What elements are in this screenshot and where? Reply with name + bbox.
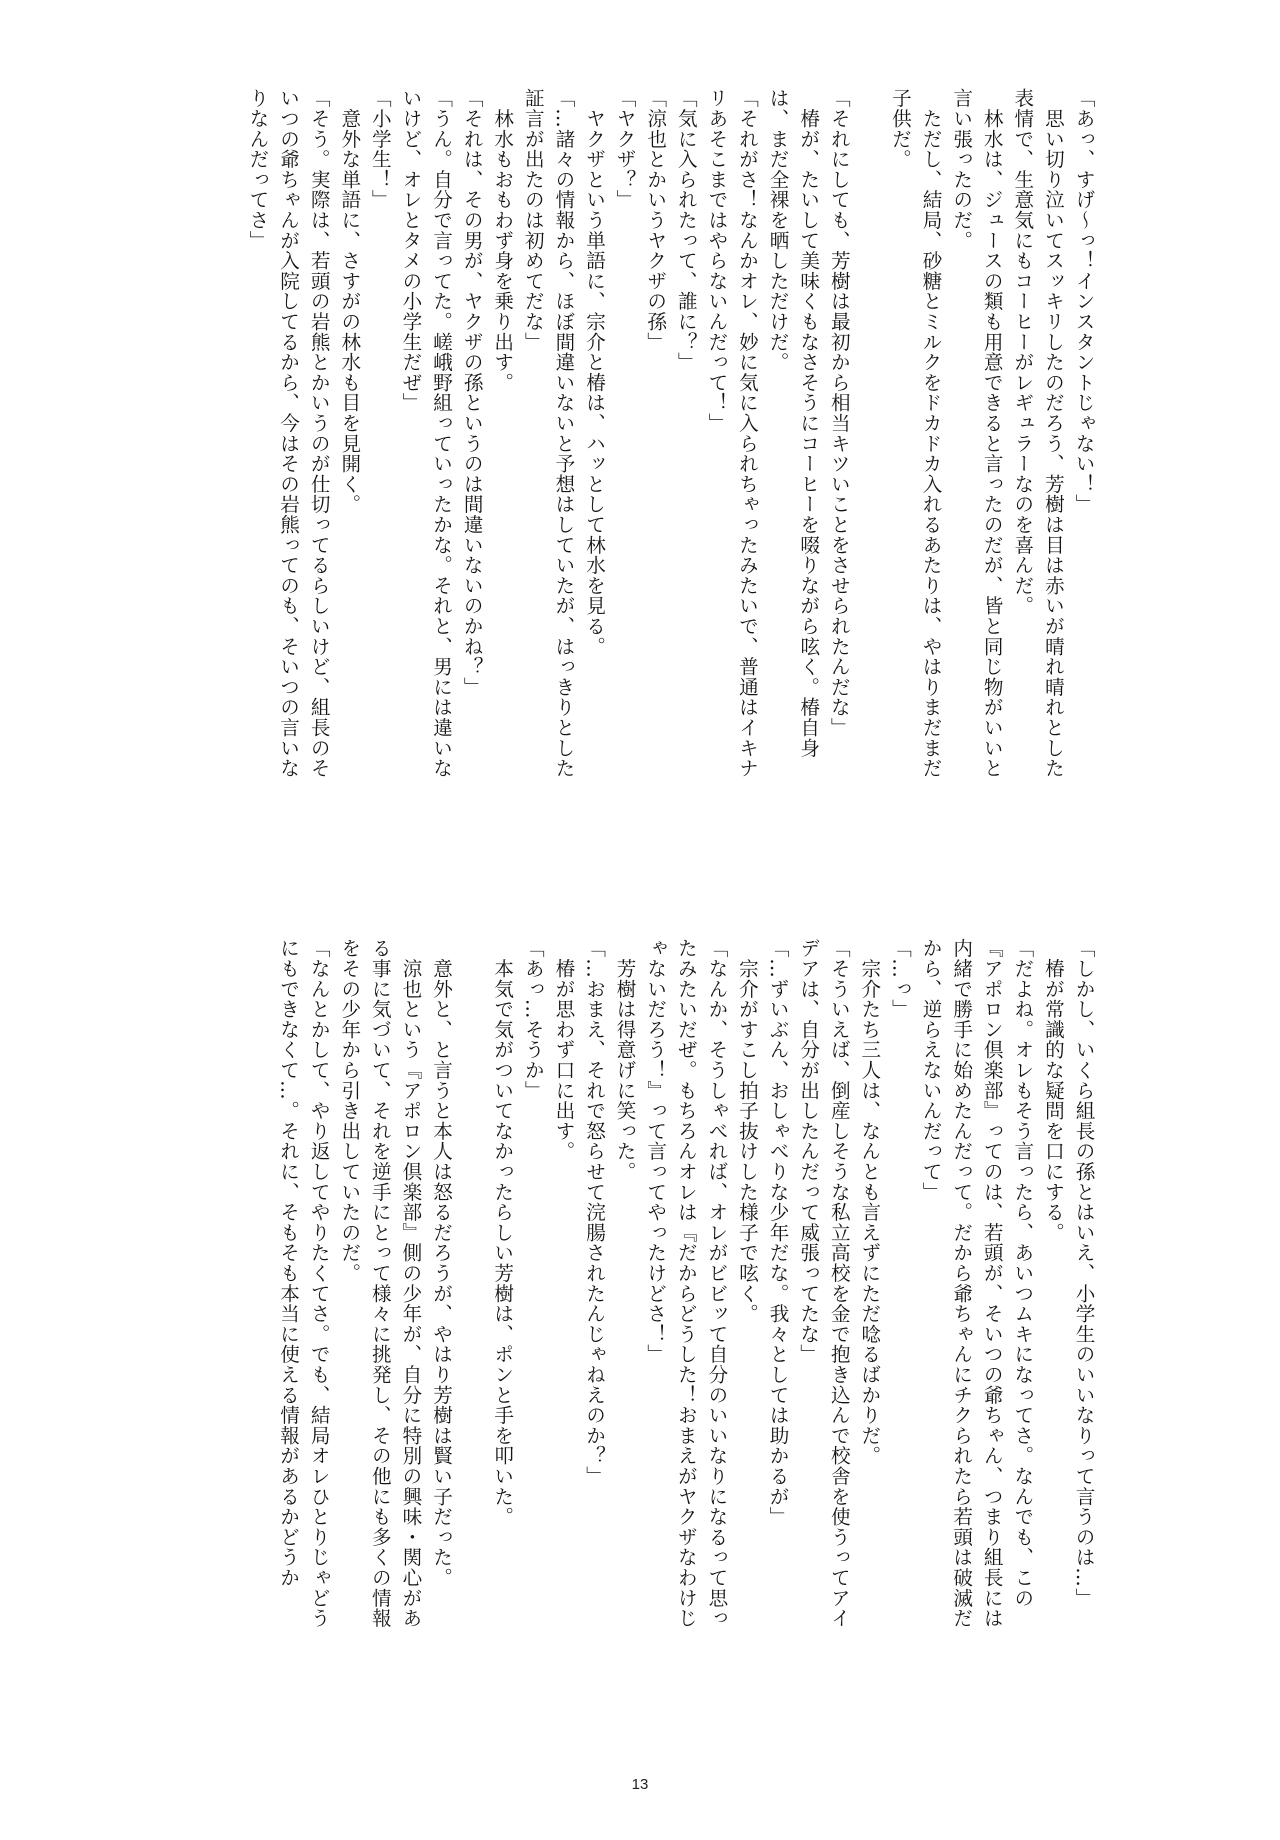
text-line: 「そういえば、倒産しそうな私立高校を金で抱き込んで校舎を使うってアイ xyxy=(827,938,851,1629)
text-line: 思い切り泣いてスッキリしたのだろう、芳樹は目は赤いが晴れ晴れとした xyxy=(1041,88,1065,779)
text-line: 「それは、その男が、ヤクザの孫というのは間違いないのかね？」 xyxy=(460,88,484,697)
text-line: いけど、オレとタメの小学生だぜ」 xyxy=(398,88,422,413)
text-line: いつの爺ちゃんが入院してるから、今はその岩熊ってのも、そいつの言いな xyxy=(276,88,300,779)
text-line: デアは、自分が出したんだって威張ってたな」 xyxy=(796,938,820,1365)
text-line: 「なんか、そうしゃべれば、オレがビビッて自分のいいなりになるって思っ xyxy=(704,938,728,1629)
text-line: 「あっ、すげ〜っ！インスタントじゃない！」 xyxy=(1072,88,1095,515)
text-line xyxy=(853,88,884,888)
text-line: 「…ずいぶん、おしゃべりな少年だな。我々としては助かるが」 xyxy=(766,938,790,1527)
text-line: 子供だ。 xyxy=(888,88,912,170)
text-line: 椿が常識的な疑問を口にする。 xyxy=(1041,938,1065,1243)
text-line: 宗介がすこし拍子抜けした様子で呟く。 xyxy=(735,938,759,1324)
text-line: 「涼也とかいうヤクザの孫」 xyxy=(643,88,667,352)
text-line: 「それがさ！なんかオレ、妙に気に入られちゃったみたいで、普通はイキナ xyxy=(735,88,759,779)
text-line: 「…おまえ、それで怒らせて浣腸されたんじゃねえのか？」 xyxy=(582,938,606,1487)
text-line: 林水もおもわず身を乗り出す。 xyxy=(490,88,514,393)
text-line xyxy=(456,938,487,1748)
page-number: 13 xyxy=(631,1776,649,1793)
text-line: 本気で気がついてなかったらしい芳樹は、ポンと手を叩いた。 xyxy=(490,938,514,1527)
text-line: 言い張ったのだ。 xyxy=(949,88,973,251)
text-block-upper xyxy=(241,88,1098,888)
text-line: ゃないだろう！』って言ってやったけどさ！」 xyxy=(643,938,667,1365)
text-line: 「だよね。オレもそう言ったら、あいつムキになってさ。なんでも、この xyxy=(1010,938,1034,1608)
text-line: は、まだ全裸を晒しただけだ。 xyxy=(766,88,790,373)
text-line: たみたいだぜ。もちろんオレは『だからどうした！おまえがヤクザなわけじ xyxy=(674,938,698,1629)
text-line: 「…っ」 xyxy=(888,938,912,1020)
text-line: りなんだってさ」 xyxy=(245,88,269,251)
text-line: にもできなくて…。それに、そもそも本当に使える情報があるかどうか xyxy=(276,938,300,1588)
text-line: 内緒で勝手に始めたんだって。だから爺ちゃんにチクられたら若頭は破滅だ xyxy=(949,938,973,1629)
text-line: 「そう。実際は、若頭の岩熊とかいうのが仕切ってるらしいけど、組長のそ xyxy=(307,88,331,779)
text-line: ヤクザという単語に、宗介と椿は、ハッとして林水を見る。 xyxy=(582,88,606,657)
text-line: 「なんとかして、やり返してやりたくてさ。でも、結局オレひとりじゃどう xyxy=(307,938,331,1629)
text-line: 「うん。自分で言ってた。嵯峨野組っていったかな。それと、男には違いな xyxy=(429,88,453,779)
text-line: 芳樹は得意げに笑った。 xyxy=(613,938,637,1182)
text-line: る事に気づいて、それを逆手にとって様々に挑発し、その他にも多くの情報 xyxy=(368,938,392,1629)
text-line: 宗介たち三人は、なんとも言えずにただ唸るばかりだ。 xyxy=(857,938,881,1466)
text-line: 「しかし、いくら組長の孫とはいえ、小学生のいいなりって言うのは…」 xyxy=(1072,938,1095,1608)
text-line: リあそこまではやらないんだって！」 xyxy=(704,88,728,434)
text-line: 「あっ…そうか」 xyxy=(521,938,545,1101)
text-line: 意外な単語に、さすがの林水も目を見開く。 xyxy=(337,88,361,515)
text-line: から、逆らえないんだって」 xyxy=(919,938,943,1202)
text-line: 『アポロン倶楽部』ってのは、若頭が、そいつの爺ちゃん、つまり組長には xyxy=(980,938,1004,1629)
text-line: 涼也という『アポロン倶楽部』側の少年が、自分に特別の興味・関心があ xyxy=(398,938,422,1629)
text-line: 「気に入られたって、誰に？」 xyxy=(674,88,698,373)
text-block-lower xyxy=(272,938,1098,1748)
text-line: 「ヤクザ？」 xyxy=(613,88,637,210)
text-line: 「小学生！」 xyxy=(368,88,392,210)
text-line: ただし、結局、砂糖とミルクをドカドカ入れるあたりは、やはりまだまだ xyxy=(919,88,943,779)
text-line: 「…諸々の情報から、ほぼ間違いないと予想はしていたが、はっきりとした xyxy=(551,88,575,779)
text-line: 証言が出たのは初めてだな」 xyxy=(521,88,545,352)
text-line: をその少年から引き出していたのだ。 xyxy=(337,938,361,1284)
text-line: 「それにしても、芳樹は最初から相当キツいことをさせられたんだな」 xyxy=(827,88,851,738)
text-line: 椿が、たいして美味くもなさそうにコーヒーを啜りながら呟く。椿自身 xyxy=(796,88,820,758)
text-line: 意外と、と言うと本人は怒るだろうが、やはり芳樹は賢い子だった。 xyxy=(429,938,453,1588)
text-line: 椿が思わず口に出す。 xyxy=(551,938,575,1162)
text-line: 表情で、生意気にもコーヒーがレギュラーなのを喜んだ。 xyxy=(1010,88,1034,616)
text-line: 林水は、ジュースの類も用意できると言ったのだが、皆と同じ物がいいと xyxy=(980,88,1004,779)
